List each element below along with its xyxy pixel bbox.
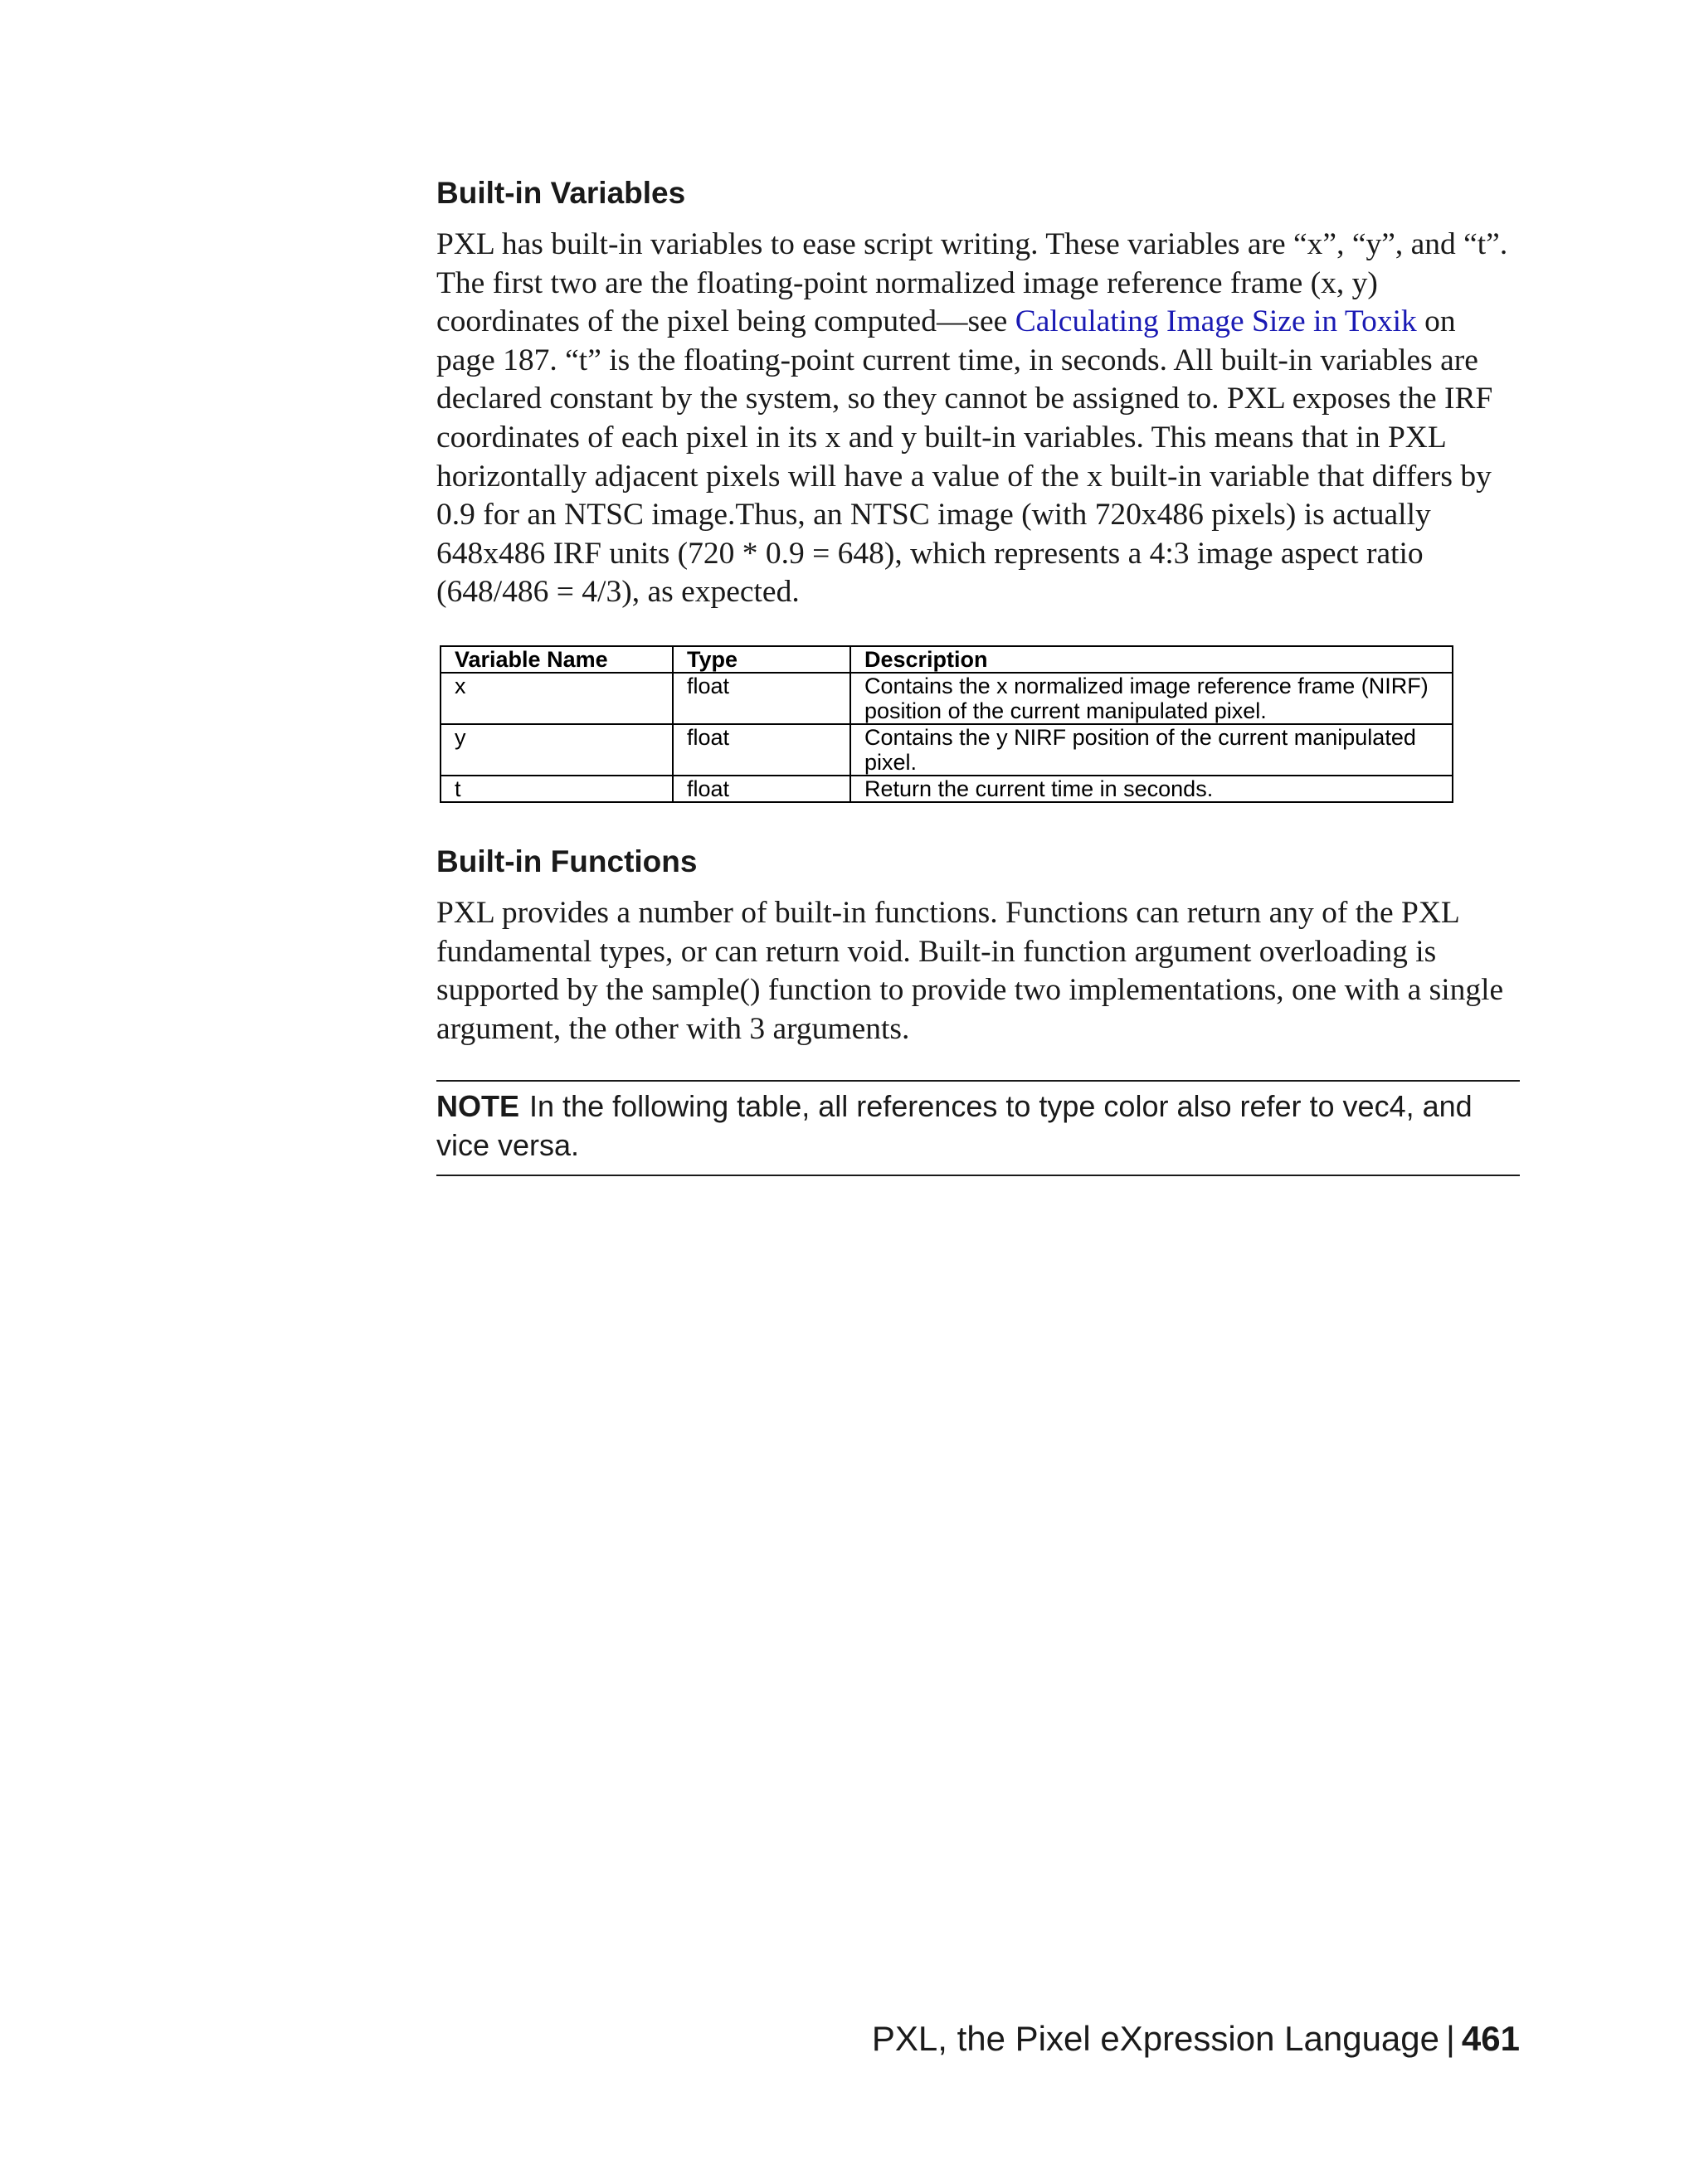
cell-type: float [673,776,850,802]
footer-chapter-title: PXL, the Pixel eXpression Language [871,2019,1439,2058]
cell-type: float [673,673,850,724]
section-heading-built-in-functions: Built-in Functions [436,844,698,878]
page-footer [872,2017,1520,2060]
table-row [441,724,1453,776]
section-heading-built-in-variables: Built-in Variables [436,176,686,210]
cell-type: float [673,724,850,776]
note-box [436,1080,1520,1176]
table-row [441,673,1453,724]
cell-description: Return the current time in seconds. [850,776,1453,802]
header-type: Type [673,646,850,673]
note-text: In the following table, all references to type color also refer to vec4, and vice versa. [436,1089,1473,1163]
cell-description: Contains the y NIRF position of the current manipulated pixel. [850,724,1453,776]
header-variable-name: Variable Name [441,646,673,673]
header-description: Description [850,646,1453,673]
built-in-variables-table [440,645,1453,803]
paragraph-text-part-1: PXL has built-in variables to ease script writing. These variables are “x”, “y”, and “t”. The first two are the floating-point normalized image reference frame (x, y) coordinates of the pixel being computed—see [436,227,1508,339]
cell-variable-name: t [441,776,673,802]
cell-variable-name: x [441,673,673,724]
cell-variable-name: y [441,724,673,776]
page-content [436,174,1520,1176]
table-row [441,776,1453,802]
note-label: NOTE [436,1089,520,1124]
built-in-variables-paragraph [436,226,1520,612]
calculating-image-size-link[interactable]: Calculating Image Size in Toxik [1015,304,1417,339]
cell-description: Contains the x normalized image reference frame (NIRF) position of the current manipulated pixel. [850,673,1453,724]
built-in-functions-paragraph: PXL provides a number of built-in functions. Functions can return any of the PXL fundamental types, or can return void. Built-in function argument overloading is supported by the sample() function to provide two implementations, one with a single argument, the other with 3 arguments. [436,895,1504,1046]
paragraph-text-part-2: on page 187. “t” is the floating-point current time, in seconds. All built-in variables are declared constant by the system, so they cannot be assigned to. PXL exposes the IRF coordinates of each pixel in its x and y built-in variables. This means that in PXL horizontally adjacent pixels will have a value of the x built-in variable that differs by 0.9 for an NTSC image.Thus, an NTSC image (with 720x486 pixels) is actually 648x486 IRF units (720 * 0.9 = 648), which represents a 4:3 image aspect ratio (648/486 = 4/3), as expected. [436,304,1493,610]
footer-page-number: 461 [1461,2019,1520,2058]
table-header-row [441,646,1453,673]
footer-separator: | [1446,2019,1455,2058]
